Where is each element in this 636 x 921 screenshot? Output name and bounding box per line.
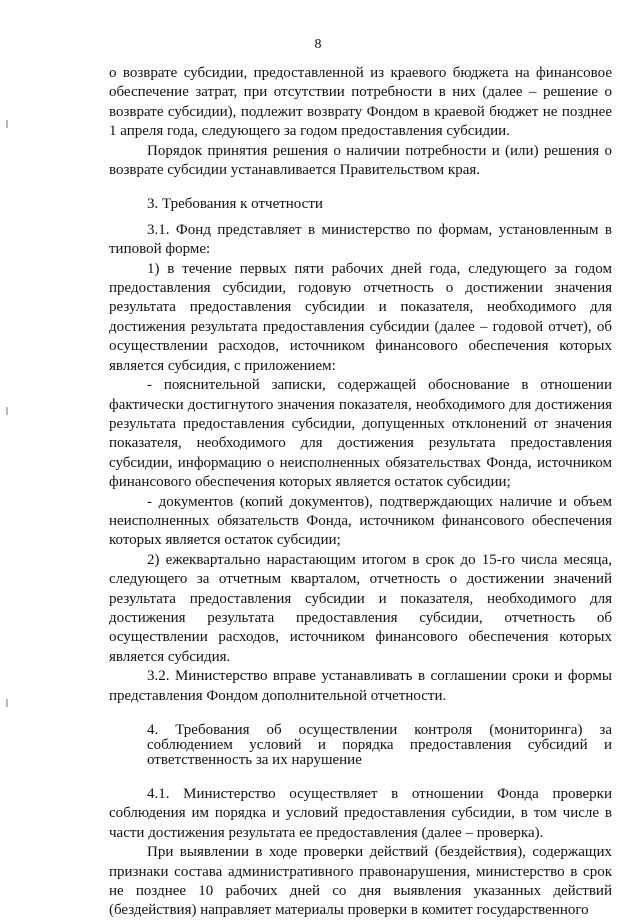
spacer bbox=[109, 180, 612, 195]
scan-margin-mark bbox=[6, 699, 8, 707]
paragraph: - документов (копий документов), подтверждающих наличие и объем неисполненных обязательств Фонда, источником финансового обеспечения которых является остаток субсидии; bbox=[109, 493, 612, 549]
paragraph: 2) ежеквартально нарастающим итогом в срок до 15-го числа месяца, следующего за отчетным кварталом, отчетность о достижении значений результата предоставления субсидии и показателя, необходимого для достижения результата предоставления субсидии, отчетность об осуществлении расходов, источником финансового обеспечения которых является субсидия. bbox=[109, 551, 612, 665]
paragraph: 3.2. Министерство вправе устанавливать в соглашении сроки и формы представления Фондом дополнительной отчетности. bbox=[109, 668, 612, 704]
paragraph: о возврате субсидии, предоставленной из краевого бюджета на финансовое обеспечение затрат, при отсутствии потребности в них (далее – решение о возврате субсидии), подлежит возврату Фондом в краевой бюджет не позднее 1 апреля года, следующего за годом предоставления субсидии. bbox=[109, 65, 612, 140]
paragraph: При выявлении в ходе проверки действий (бездействия), содержащих признаки состава административного правонарушения, министерство в срок не позднее 10 рабочих дней со дня выявления указанных действий (бездействия) направляет материалы проверки в комитет государственного bbox=[109, 844, 612, 919]
paragraph: 4.1. Министерство осуществляет в отношении Фонда проверки соблюдения им порядка и условий предоставления субсидии, в том числе в части достижения результата ее предоставления (далее – проверка). bbox=[109, 786, 612, 841]
spacer bbox=[109, 768, 612, 785]
paragraph: Порядок принятия решения о наличии потребности и (или) решения о возврате субсидии устанавливается Правительством края. bbox=[109, 142, 612, 179]
paragraph: 3.1. Фонд представляет в министерство по формам, установленным в типовой форме: bbox=[109, 221, 612, 258]
section-4-heading: 4. Требования об осуществлении контроля (мониторинга) за соблюдением условий и порядка предоставления субсидий и ответственность за их нарушение bbox=[147, 722, 612, 768]
spacer bbox=[109, 706, 612, 723]
scan-margin-mark bbox=[6, 407, 8, 415]
paragraph: 1) в течение первых пяти рабочих дней года, следующего за годом предоставления субсидии, годовую отчетность о достижении значения результата предоставления субсидии и показателя, необходимого для достижения результата предоставления субсидии (далее – годовой отчет), об осуществлении расходов, источником финансового обеспечения которых является субсидия, с приложением: bbox=[109, 260, 612, 374]
document-body bbox=[109, 64, 612, 921]
page-number: 8 bbox=[314, 37, 322, 52]
section-3-heading: 3. Требования к отчетности bbox=[147, 196, 323, 213]
paragraph: - пояснительной записки, содержащей обоснование в отношении фактически достигнутого значения показателя, необходимого для достижения результата предоставления субсидии, допущенных отклонений от значения показателя, необходимого для достижения результата предоставления субсидии, информацию о неисполненных обязательствах Фонда, источником финансового обеспечения которых является остаток субсидии; bbox=[109, 377, 612, 491]
scan-margin-mark bbox=[6, 120, 8, 128]
